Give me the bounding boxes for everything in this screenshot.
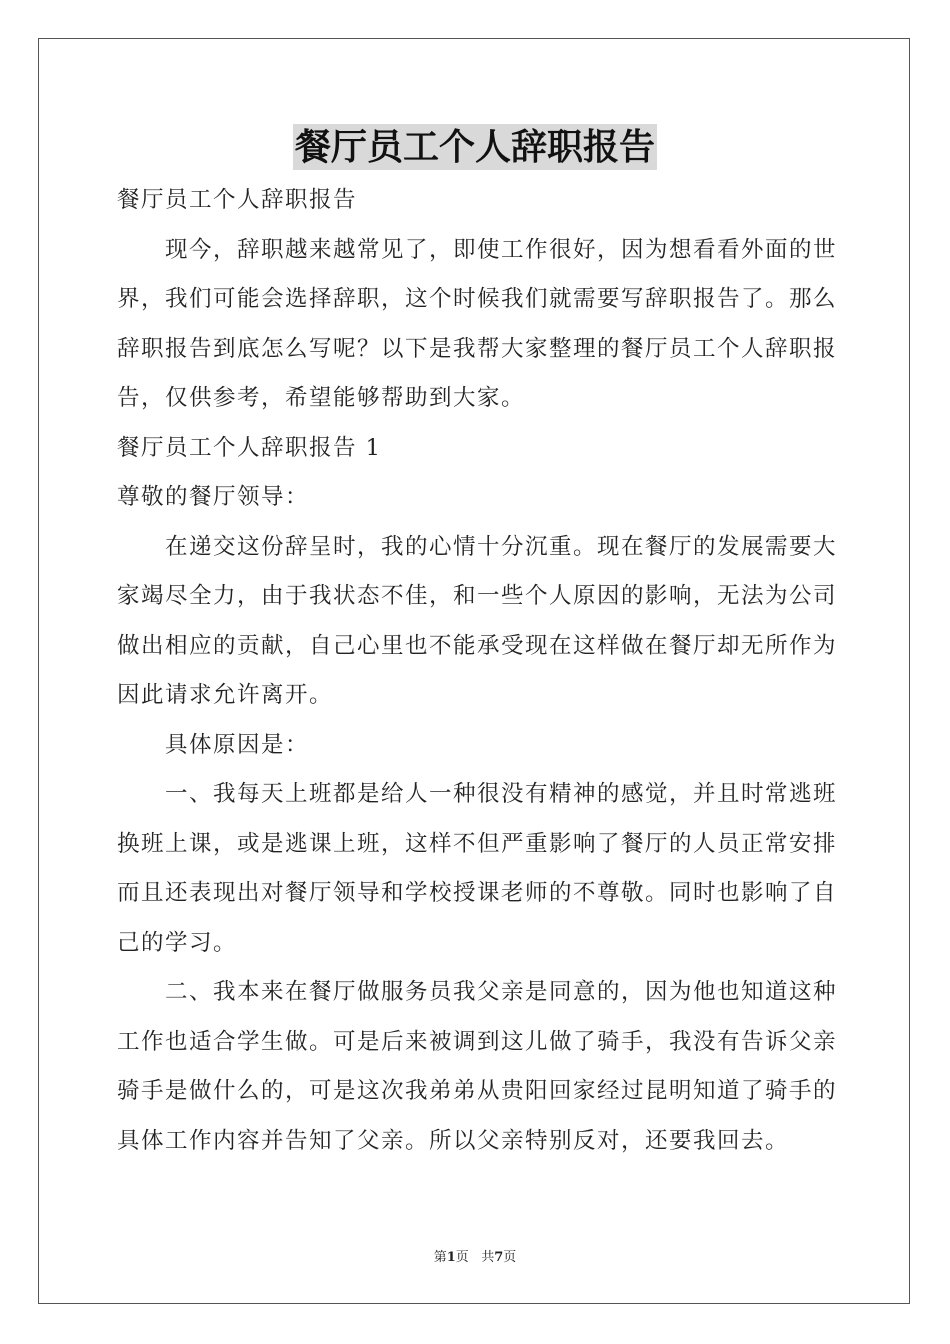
total-suffix: 页 [503, 1250, 517, 1265]
total-pages: 7 [494, 1250, 504, 1265]
total-prefix: 共 [481, 1250, 495, 1265]
paragraph-line: 因此请求允许离开。 [117, 682, 334, 708]
page-prefix: 第 [433, 1250, 447, 1265]
page-number: 1 [446, 1250, 456, 1265]
section-heading: 餐厅员工个人辞职报告 1 [117, 434, 382, 461]
paragraph-line: 换班上课，或是逃课上班，这样不但严重影响了餐厅的人员正常安排 [117, 830, 838, 857]
reason-2-paragraph [117, 968, 838, 1166]
paragraph-line: 己的学习。 [117, 929, 238, 956]
page-footer [0, 1246, 950, 1265]
paragraph-line: 具体工作内容并告知了父亲。所以父亲特别反对，还要我回去。 [117, 1127, 790, 1154]
paragraph-line: 二、我本来在餐厅做服务员我父亲是同意的，因为他也知道这种 [165, 979, 838, 1005]
intro-line: 辞职报告到底怎么写呢？以下是我帮大家整理的餐厅员工个人辞职报 [117, 335, 838, 362]
paragraph-1 [117, 523, 838, 721]
page-suffix: 页 [455, 1250, 469, 1265]
paragraph-line: 家竭尽全力，由于我状态不佳，和一些个人原因的影响，无法为公司 [117, 583, 838, 609]
document-title: 餐厅员工个人辞职报告 [294, 126, 655, 168]
paragraph-line: 工作也适合学生做。可是后来被调到这儿做了骑手，我没有告诉父亲 [117, 1028, 838, 1055]
paragraph-line: 做出相应的贡献，自己心里也不能承受现在这样做在餐厅却无所作为 [117, 632, 838, 659]
intro-paragraph [117, 226, 838, 424]
paragraph-line: 骑手是做什么的，可是这次我弟弟从贵阳回家经过昆明知道了骑手的 [117, 1078, 838, 1104]
salutation: 尊敬的餐厅领导： [117, 484, 310, 510]
paragraph-line: 一、我每天上班都是给人一种很没有精神的感觉，并且时常逃班 [165, 781, 838, 807]
intro-line: 现今，辞职越来越常见了，即使工作很好，因为想看看外面的世 [165, 236, 838, 263]
intro-line: 界，我们可能会选择辞职，这个时候我们就需要写辞职报告了。那么 [117, 286, 838, 312]
paragraph-line: 而且还表现出对餐厅领导和学校授课老师的不尊敬。同时也影响了自 [117, 880, 838, 906]
document-body [117, 176, 838, 1166]
reason-1-paragraph [117, 770, 838, 968]
intro-line: 告，仅供参考，希望能够帮助到大家。 [117, 385, 526, 411]
title-container [0, 124, 950, 170]
subtitle: 餐厅员工个人辞职报告 [117, 187, 358, 213]
paragraph-line: 在递交这份辞呈时，我的心情十分沉重。现在餐厅的发展需要大 [165, 533, 838, 560]
reasons-heading: 具体原因是： [165, 731, 310, 758]
